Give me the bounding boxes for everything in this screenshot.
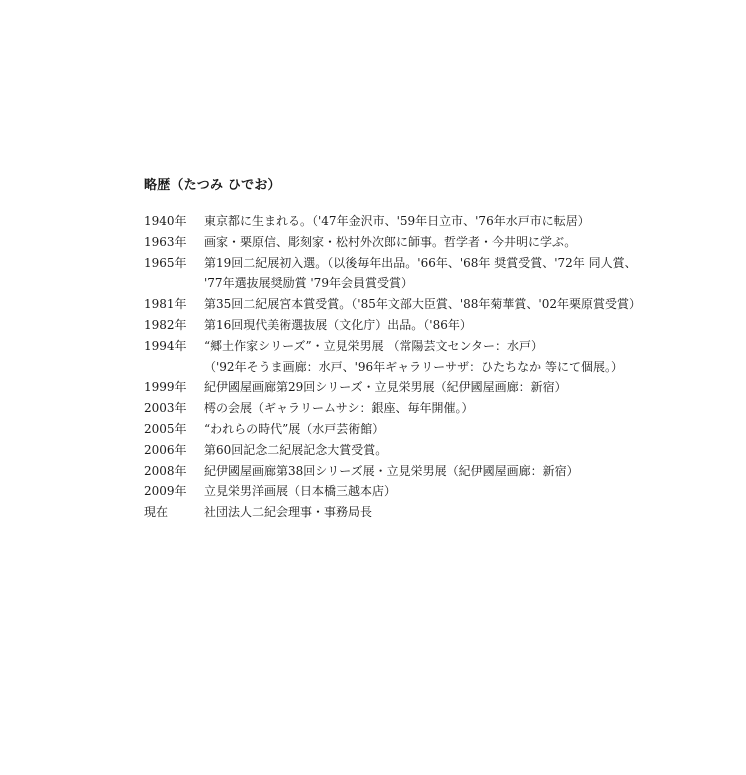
timeline-year: 2009年 [144,484,187,499]
timeline-row [144,357,704,378]
timeline-text: 第16回現代美術選抜展（文化庁）出品。（'86年） [204,317,472,332]
timeline-year: 2006年 [144,442,187,457]
timeline-year: 1965年 [144,255,187,270]
timeline-text: 画家・栗原信、彫刻家・松村外次郎に師事。哲学者・今井明に学ぶ。 [204,234,577,249]
timeline-year: 1963年 [144,234,187,249]
timeline-text: 樗の会展（ギャラリームサシ：銀座、毎年開催。） [204,401,474,416]
timeline-row [144,315,704,336]
biography-title: 略歴（たつみ ひでお） [144,178,281,193]
timeline-row [144,273,704,294]
timeline-row [144,502,704,523]
timeline-year: 2003年 [144,401,187,416]
timeline-text: “郷土作家シリーズ”・立見栄男展 （常陽芸文センター：水戸） [204,338,544,353]
timeline-row [144,440,704,461]
timeline-year: 1981年 [144,297,187,312]
timeline-text: 第19回二紀展初入選。（以後毎年出品。'66年、'68年 奨賞受賞、'72年 同人賞、 [204,255,637,270]
timeline-year: 1940年 [144,214,187,228]
timeline-row [144,253,704,274]
timeline-year: 1999年 [144,380,187,395]
timeline-year: 1994年 [144,338,187,353]
timeline-text: '77年選抜展奨励賞 '79年会員賞受賞） [204,276,413,291]
timeline-year: 2008年 [144,463,187,478]
timeline-row [144,419,704,440]
timeline-year [144,273,204,294]
timeline-text: 第35回二紀展宮本賞受賞。（'85年文部大臣賞、'88年菊華賞、'02年栗原賞受賞） [204,297,641,312]
timeline-text: 紀伊國屋画廊第29回シリーズ・立見栄男展（紀伊國屋画廊：新宿） [204,380,567,395]
timeline-row [144,398,704,419]
timeline-year: 2005年 [144,421,187,436]
timeline-text: 立見栄男洋画展（日本橋三越本店） [204,484,397,499]
timeline-row [144,211,704,232]
timeline-text: （'92年そうま画廊：水戸、'96年ギャラリーサザ：ひたちなか 等にて個展。） [204,359,623,374]
biography-timeline [144,211,704,523]
timeline-text: 紀伊國屋画廊第38回シリーズ展・立見栄男展（紀伊國屋画廊：新宿） [204,463,579,478]
timeline-year [144,357,204,378]
timeline-row [144,294,704,315]
timeline-row [144,377,704,398]
timeline-year: 現在 [144,505,169,520]
timeline-text: 第60回記念二紀展記念大賞受賞。 [204,442,388,457]
timeline-row [144,481,704,502]
timeline-text: “われらの時代”展（水戸芸術館） [204,421,385,436]
timeline-row [144,232,704,253]
timeline-text: 東京都に生まれる。（'47年金沢市、'59年日立市、'76年水戸市に転居） [204,214,590,228]
timeline-row [144,336,704,357]
timeline-text: 社団法人二紀会理事・事務局長 [204,505,373,520]
timeline-year: 1982年 [144,317,187,332]
timeline-row [144,461,704,482]
